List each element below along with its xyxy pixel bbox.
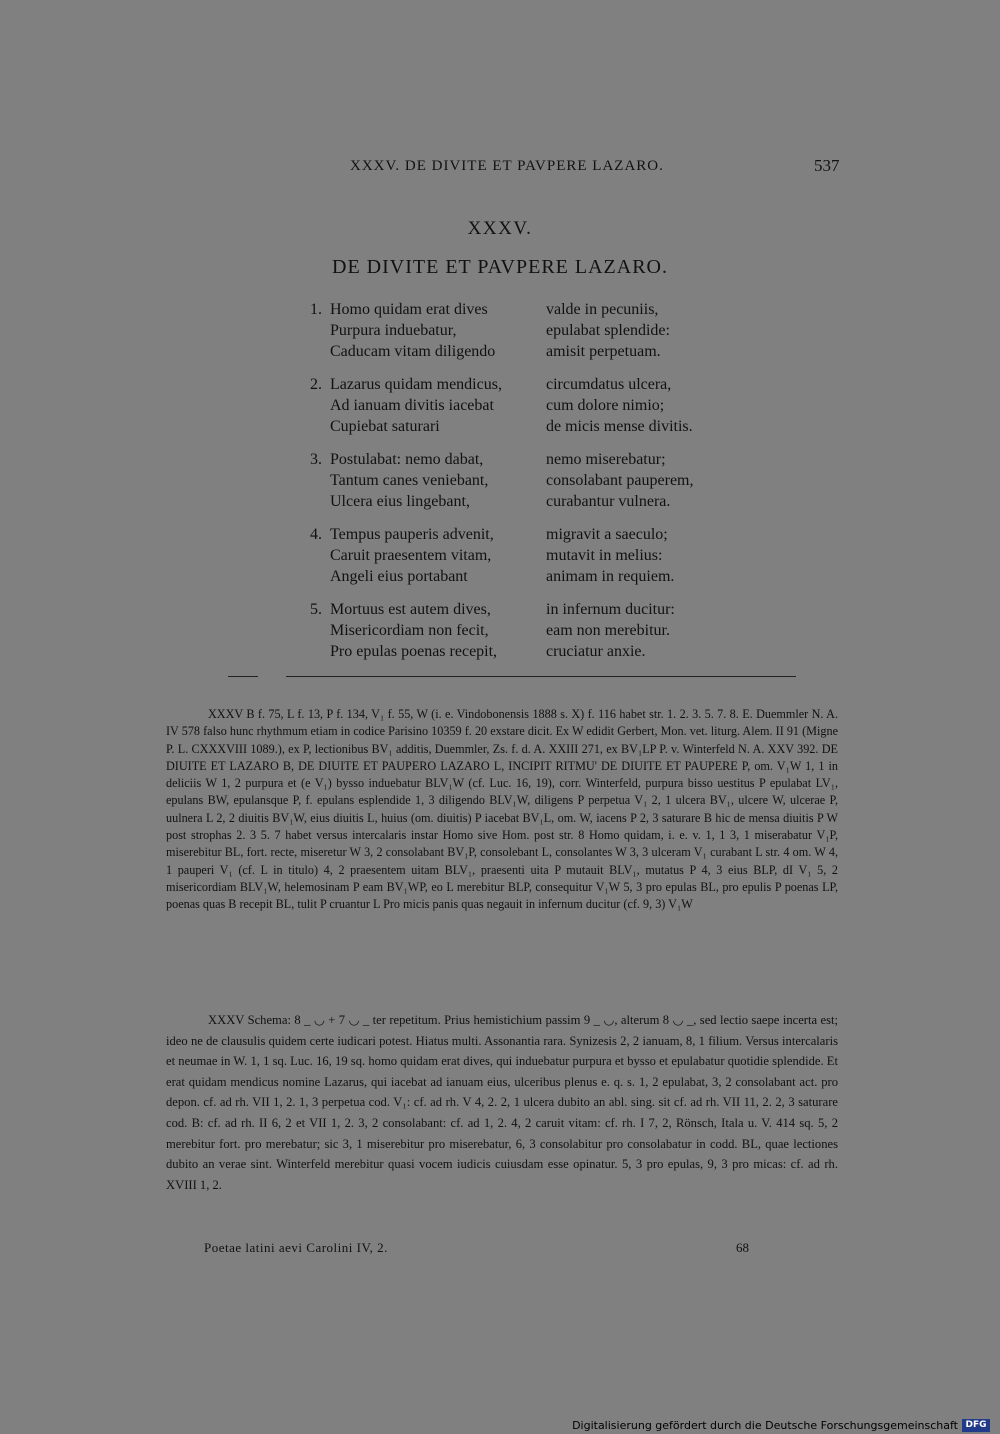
first-hemistich: Ulcera eius lingebant, bbox=[330, 493, 470, 510]
first-hemistich: Purpura induebatur, bbox=[330, 322, 457, 339]
stanza bbox=[300, 299, 760, 362]
first-hemistich: Misericordiam non fecit, bbox=[330, 622, 489, 639]
verse-line bbox=[300, 299, 760, 320]
divider-rule bbox=[228, 676, 258, 677]
series-title: Poetae latini aevi Carolini IV, 2. bbox=[204, 1240, 388, 1255]
verse-line bbox=[300, 449, 760, 470]
verse-line bbox=[300, 524, 760, 545]
stanza bbox=[300, 599, 760, 662]
stanza bbox=[300, 374, 760, 437]
verse-line bbox=[300, 599, 760, 620]
verse-line bbox=[300, 416, 760, 437]
verse-line bbox=[300, 374, 760, 395]
verse-line bbox=[300, 341, 760, 362]
funding-notice: Digitalisierung gefördert durch die Deutsche Forschungsgemeinschaft bbox=[572, 1419, 958, 1432]
second-hemistich: de micis mense divitis. bbox=[546, 418, 693, 435]
verse-line bbox=[300, 491, 760, 512]
second-hemistich: epulabat splendide: bbox=[546, 322, 670, 339]
funding-notice-bar bbox=[0, 1418, 1000, 1434]
poem-title: DE DIVITE ET PAVPERE LAZARO. bbox=[332, 256, 668, 278]
second-hemistich: mutavit in melius: bbox=[546, 547, 663, 564]
second-hemistich: valde in pecuniis, bbox=[546, 301, 659, 318]
second-hemistich: in infernum ducitur: bbox=[546, 601, 675, 618]
page-number: 537 bbox=[814, 156, 840, 175]
dfg-logo-icon: DFG bbox=[962, 1419, 990, 1432]
verse-line bbox=[300, 566, 760, 587]
second-hemistich: amisit perpetuam. bbox=[546, 343, 661, 360]
stanza bbox=[300, 449, 760, 512]
stanza-number: 3. bbox=[310, 451, 322, 468]
stanza-number: 4. bbox=[310, 526, 322, 543]
second-hemistich: consolabant pauperem, bbox=[546, 472, 694, 489]
first-hemistich: Caruit praesentem vitam, bbox=[330, 547, 492, 564]
poem-number: XXXV. bbox=[467, 218, 533, 239]
first-hemistich: Ad ianuam divitis iacebat bbox=[330, 397, 494, 414]
first-hemistich: Caducam vitam diligendo bbox=[330, 343, 496, 360]
first-hemistich: Cupiebat saturari bbox=[330, 418, 440, 435]
second-hemistich: eam non merebitur. bbox=[546, 622, 670, 639]
verse-line bbox=[300, 545, 760, 566]
second-hemistich: cum dolore nimio; bbox=[546, 397, 665, 414]
first-hemistich: Postulabat: nemo dabat, bbox=[330, 451, 484, 468]
poem-stanzas bbox=[300, 299, 760, 674]
first-hemistich: Mortuus est autem dives, bbox=[330, 601, 491, 618]
running-title: XXXV. DE DIVITE ET PAVPERE LAZARO. bbox=[350, 158, 664, 174]
second-hemistich: circumdatus ulcera, bbox=[546, 376, 672, 393]
critical-apparatus bbox=[166, 706, 838, 914]
verse-line bbox=[300, 470, 760, 491]
page-footer bbox=[0, 1240, 1000, 1260]
first-hemistich: Angeli eius portabant bbox=[330, 568, 468, 585]
stanza-number: 5. bbox=[310, 601, 322, 618]
second-hemistich: curabantur vulnera. bbox=[546, 493, 671, 510]
second-hemistich: animam in requiem. bbox=[546, 568, 675, 585]
divider-rule bbox=[286, 676, 796, 677]
page-header bbox=[0, 158, 1000, 182]
commentary-text: XXXV Schema: 8 _ ◡ + 7 ◡ _ ter repetitum. Prius hemistichium passim 9 _ ◡, alterum 8 ◡ _, sed lectio saepe incerta est; ideo ne de clausulis quidem certe iudicari potest. Hiatus multi. Assonantia rara. Synizesis 2, 2 ianuam, 8, 1 filium. Versus intercalaris et neumae in W. 1, 1 sq. Luc. 16, 19 sq. homo quidam erat dives, qui induebatur purpura et bysso et epulabatur quotidie splendide. Et erat quidam mendicus nomine Lazarus, qui iacebat ad ianuam eius, ulceribus plenus e. q. s. 1, 2 epulabat, 3, 2 consolabant act. pro depon. cf. ad rh. VII 1, 2. 1, 3 perpetua cod. V₁: cf. ad rh. V 4, 2. 2, 1 ulcera dubito an abl. sing. sit cf. ad rh. VII 11, 2. 2, 3 saturare cod. B: cf. ad rh. II 6, 2 et VII 1, 2. 3, 2 consolabant: cf. ad 1, 2. 4, 2 caruit vitam: cf. rh. I 7, 2, Rönsch, Itala u. V. 414 sq. 5, 2 merebitur fort. pro merebatur; sic 3, 1 miserebitur pro miserebatur, 6, 3 consolabitur pro consolabatur in codd. BL, quae lectiones dubito an verae sint. Winterfeld merebitur quasi vocem iudicis cuiusdam esse opinatur. 5, 3 pro epulas, 9, 3 pro micas: cf. ad rh. XVIII 1, 2. bbox=[166, 1013, 838, 1192]
first-hemistich: Lazarus quidam mendicus, bbox=[330, 376, 502, 393]
verse-line bbox=[300, 320, 760, 341]
stanza-number: 2. bbox=[310, 376, 322, 393]
stanza bbox=[300, 524, 760, 587]
first-hemistich: Tantum canes veniebant, bbox=[330, 472, 489, 489]
verse-line bbox=[300, 620, 760, 641]
stanza-number: 1. bbox=[310, 301, 322, 318]
second-hemistich: cruciatur anxie. bbox=[546, 643, 646, 660]
first-hemistich: Pro epulas poenas recepit, bbox=[330, 643, 498, 660]
first-hemistich: Homo quidam erat dives bbox=[330, 301, 488, 318]
second-hemistich: nemo miserebatur; bbox=[546, 451, 666, 468]
verse-line bbox=[300, 641, 760, 662]
verse-line bbox=[300, 395, 760, 416]
first-hemistich: Tempus pauperis advenit, bbox=[330, 526, 494, 543]
signature-mark: 68 bbox=[736, 1240, 749, 1255]
commentary bbox=[166, 1010, 838, 1195]
second-hemistich: migravit a saeculo; bbox=[546, 526, 668, 543]
apparatus-text: XXXV B f. 75, L f. 13, P f. 134, V₁ f. 55, W (i. e. Vindobonensis 1888 s. X) f. 116 habet str. 1. 2. 3. 5. 7. 8. E. Duemmler N. A. IV 578 falso hunc rhythmum etiam in codice Parisino 10359 f. 20 exstare dicit. Ex W edidit Gerbert, Mon. vet. liturg. Alem. II 91 (Migne P. L. CXXXVIII 1089.), ex P, lectionibus BV₁ additis, Duemmler, Zs. f. d. A. XXIII 271, ex BV₁LP P. v. Winterfeld N. A. XXV 392. DE DIUITE ET LAZARO B, DE DIUITE ET PAUPERO LAZARO L, INCIPIT RITMU' DE DIUITE ET PAUPERE P, om. V₁W 1, 1 in deliciis W 1, 2 purpura et (e V₁) bysso induebatur BLV₁W (cf. Luc. 16, 19), corr. Winterfeld, purpura bisso uestitus P epulabat LV₁, epulans BW, epulansque P, f. epulans esplendide 1, 3 diligendo BLV₁W, diligens P perpetua V₁ 2, 1 ulcera BV₁, ulcere W, ulcerae P, uulnera L 2, 2 diuitis BV₁W, eius diuitis L, huius (om. diuitis) P iacebat BV₁L, om. W, iacens P 2, 3 saturare B hic de mensa diuitis P W post strophas 2. 3 5. 7 habet versus intercalaris instar Homo sive Hom. post str. 8 Homo quidam, i. e. v. 1, 1 3, 1 miserabatur V₁P, miserebitur BL, fort. recte, miseretur W 3, 2 consolabant BV₁P, consolebant L, consolantes W 3, 3 ulceram V₁ curabant L str. 4 om. W 4, 1 pauperi V₁ (cf. L in titulo) 4, 2 praesentem uitam BLV₁, praesenti uita P mutauit BLV₁, mutatus P 4, 3 eius BLP, dI V₁ 5, 2 misericordiam BLV₁W, helemosinam P eam BV₁WP, eo L merebitur BLP, consequitur V₁W 5, 3 pro epulas BL, pro epulis P poenas LP, poenas quas B recepit BL, tulit P cruantur L Pro micis panis quas negauit in infernum ducitur (cf. 9, 3) V₁W bbox=[166, 707, 838, 912]
